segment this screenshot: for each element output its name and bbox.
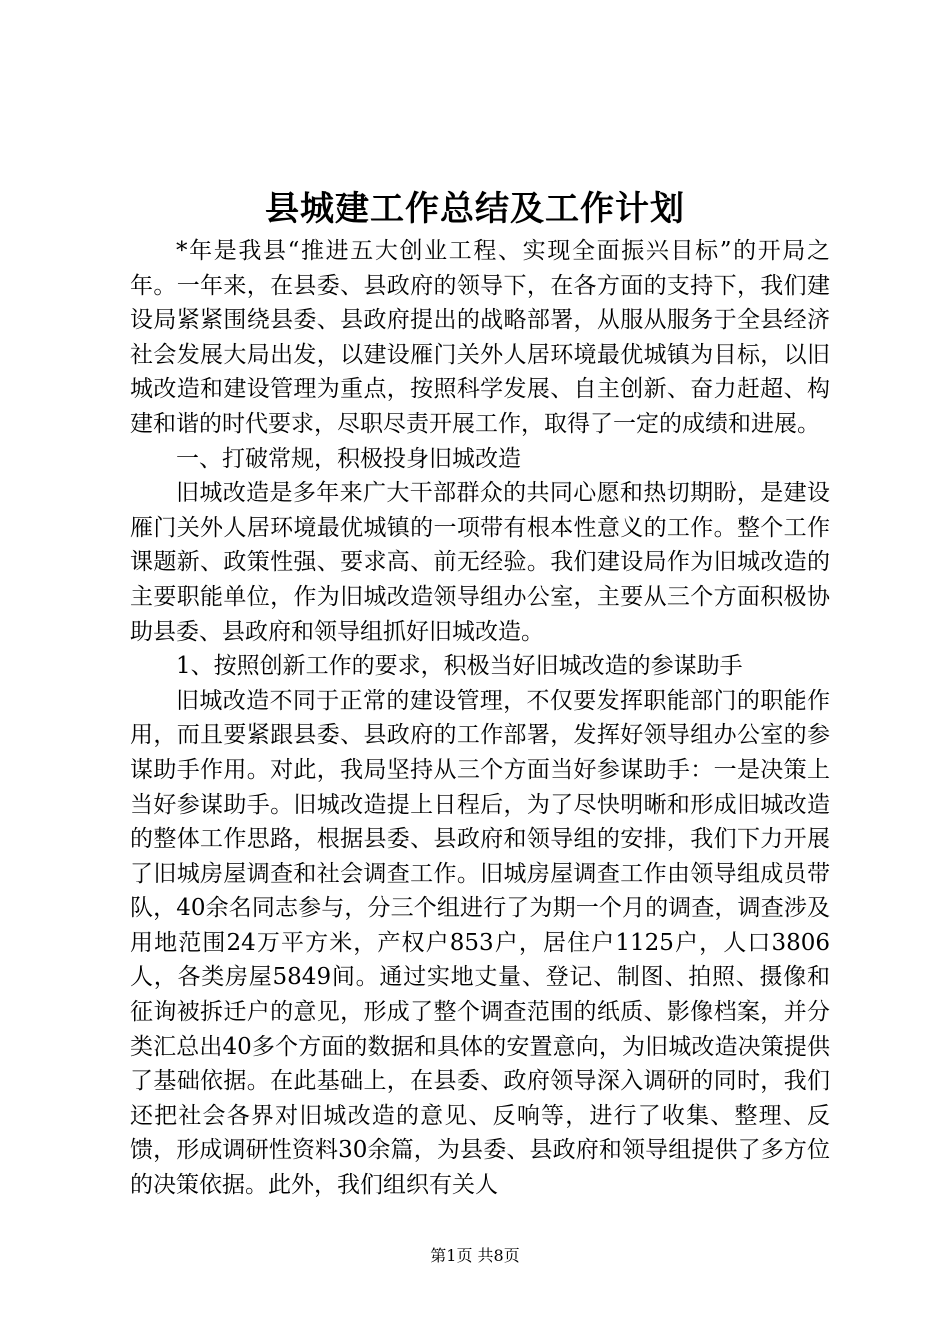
page-number-footer: 第1页 共8页 — [430, 1246, 520, 1265]
document-body — [130, 234, 830, 1203]
section-heading-1: 一、打破常规，积极投身旧城改造 — [176, 445, 521, 472]
paragraph-subsection-1: 旧城改造不同于正常的建设管理，不仅要发挥职能部门的职能作用，而且要紧跟县委、县政府的工作部署，发挥好领导组办公室的参谋助手作用。对此，我局坚持从三个方面当好参谋助手：一是决策上当好参谋助手。旧城改造提上日程后，为了尽快明晰和形成旧城改造的整体工作思路，根据县委、县政府和领导组的安排，我们下力开展了旧城房屋调查和社会调查工作。旧城房屋调查工作由领导组成员带队，40余名同志参与，分三个组进行了为期一个月的调查，调查涉及用地范围24万平方米，产权户853户，居住户1125户，人口3806人，各类房屋5849间。通过实地丈量、登记、制图、拍照、摄像和征询被拆迁户的意见，形成了整个调查范围的纸质、影像档案，并分类汇总出40多个方面的数据和具体的安置意向，为旧城改造决策提供了基础依据。在此基础上，在县委、政府领导深入调研的同时，我们还把社会各界对旧城改造的意见、反响等，进行了收集、整理、反馈，形成调研性资料30余篇，为县委、县政府和领导组提供了多方位的决策依据。此外，我们组织有关人 — [130, 687, 830, 1199]
paragraph-intro: *年是我县“推进五大创业工程、实现全面振兴目标”的开局之年。一年来，在县委、县政府的领导下，在各方面的支持下，我们建设局紧紧围绕县委、县政府提出的战略部署，从服从服务于全县经济社会发展大局出发，以建设雁门关外人居环境最优城镇为目标，以旧城改造和建设管理为重点，按照科学发展、自主创新、奋力赶超、构建和谐的时代要求，尽职尽责开展工作，取得了一定的成绩和进展。 — [130, 238, 830, 437]
document-title: 县城建工作总结及工作计划 — [265, 189, 685, 229]
paragraph-section-1: 旧城改造是多年来广大干部群众的共同心愿和热切期盼，是建设雁门关外人居环境最优城镇的一项带有根本性意义的工作。整个工作课题新、政策性强、要求高、前无经验。我们建设局作为旧城改造的主要职能单位，作为旧城改造领导组办公室，主要从三个方面积极协助县委、县政府和领导组抓好旧城改造。 — [130, 480, 830, 645]
subsection-heading-1: 1、按照创新工作的要求，积极当好旧城改造的参谋助手 — [176, 653, 743, 680]
